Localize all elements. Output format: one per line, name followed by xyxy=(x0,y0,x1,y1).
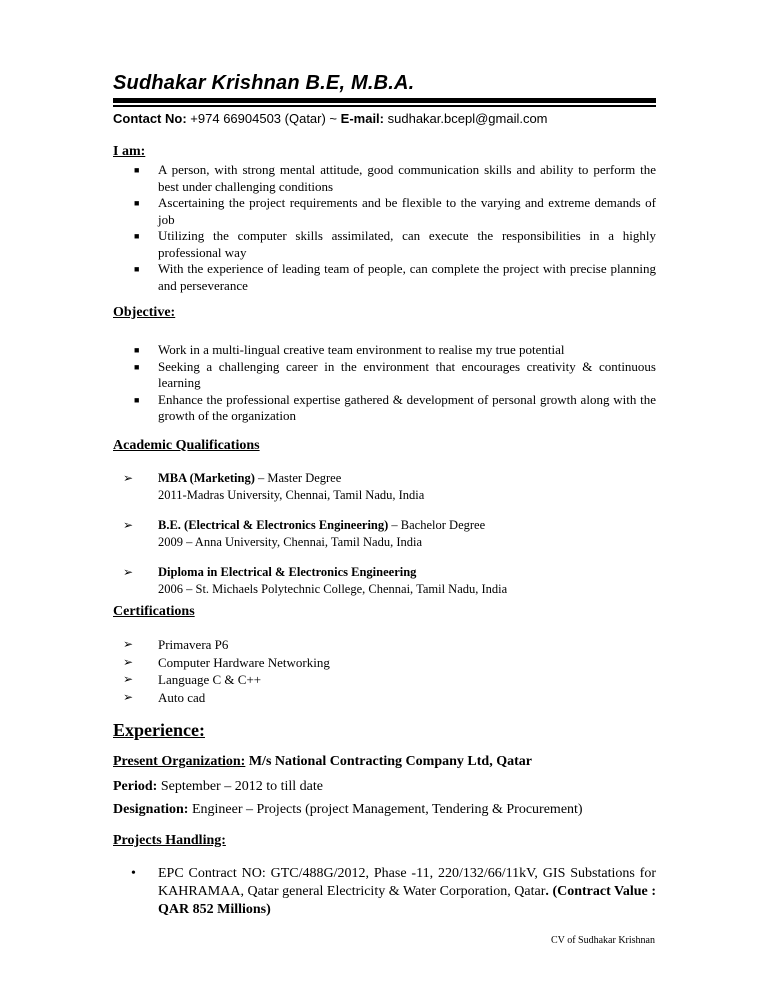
square-bullet-icon: ■ xyxy=(134,361,140,372)
contact-line xyxy=(113,111,548,126)
email-label: E-mail: xyxy=(340,111,384,126)
arrow-bullet-icon: ➢ xyxy=(123,565,134,579)
objective-list xyxy=(113,342,656,425)
academic-list xyxy=(113,470,656,597)
header-rule-thick xyxy=(113,98,656,103)
square-bullet-icon: ■ xyxy=(134,231,140,241)
arrow-bullet-icon: ➢ xyxy=(123,518,134,532)
organization-label: Present Organization: xyxy=(113,754,246,769)
square-bullet-icon: ■ xyxy=(134,345,140,355)
list-item: • EPC Contract NO: GTC/488G/2012, Phase -11, 220/132/66/11kV, GIS Substations for KAHRAMAA, Qatar general Electricity & Water Corporation, Qatar. (Contract Value : QAR 852 Millions) xyxy=(131,866,656,917)
list-item: ■ Utilizing the computer skills assimilated, can execute the responsibilities in a highly professional way xyxy=(134,228,656,260)
list-item: ■ A person, with strong mental attitude, good communication skills and ability to perform the best under challenging conditions xyxy=(134,162,656,194)
footer-text: CV of Sudhakar Krishnan xyxy=(551,935,655,946)
organization-value: M/s National Contracting Company Ltd, Qatar xyxy=(248,754,532,769)
i-am-list xyxy=(113,162,656,294)
header-rule-thin xyxy=(113,105,656,107)
list-item: ➢ Diploma in Electrical & Electronics Engineering 2006 – St. Michaels Polytechnic College, Chennai, Tamil Nadu, India xyxy=(123,565,508,596)
projects-list xyxy=(113,865,656,919)
present-organization xyxy=(113,754,532,770)
period-line xyxy=(113,779,323,795)
square-bullet-icon: ■ xyxy=(134,394,140,405)
designation-line xyxy=(113,802,583,818)
section-heading-certifications: Certifications xyxy=(113,604,195,619)
list-item: ■ Enhance the professional expertise gathered & development of personal growth along with the growth of the organization xyxy=(134,391,656,423)
list-item: ■ With the experience of leading team of people, can complete the project with precise planning and perseverance xyxy=(134,261,656,293)
square-bullet-icon: ■ xyxy=(134,165,140,175)
list-item: ➢ Computer Hardware Networking xyxy=(123,654,330,670)
designation-label: Designation: xyxy=(113,802,189,817)
list-item: ■ Work in a multi-lingual creative team environment to realise my true potential xyxy=(134,342,565,357)
email-value: sudhakar.bcepl@gmail.com xyxy=(387,111,548,126)
section-heading-objective: Objective: xyxy=(113,305,176,320)
designation-value: Engineer – Projects (project Management, Tendering & Procurement) xyxy=(191,802,583,817)
list-item: ➢ Language C & C++ xyxy=(123,672,262,687)
period-label: Period: xyxy=(113,779,158,794)
arrow-bullet-icon: ➢ xyxy=(123,637,134,651)
section-heading-academic: Academic Qualifications xyxy=(113,438,260,453)
candidate-name: Sudhakar Krishnan B.E, M.B.A. xyxy=(113,72,415,94)
certifications-list xyxy=(113,636,656,706)
list-item: ■ Seeking a challenging career in the environment that encourages creativity & continuous learning xyxy=(134,358,656,390)
section-heading-i-am: I am: xyxy=(113,144,146,159)
period-value: September – 2012 to till date xyxy=(160,779,323,794)
list-item: ■ Ascertaining the project requirements and be flexible to the varying and extreme demands of job xyxy=(134,195,656,227)
arrow-bullet-icon: ➢ xyxy=(123,471,134,485)
list-item: ➢ MBA (Marketing) – Master Degree 2011-Madras University, Chennai, Tamil Nadu, India xyxy=(123,471,425,502)
list-item: ➢ B.E. (Electrical & Electronics Engineering) – Bachelor Degree 2009 – Anna University, Chennai, Tamil Nadu, India xyxy=(123,518,486,549)
list-item: ➢ Auto cad xyxy=(123,689,206,705)
square-bullet-icon: ■ xyxy=(134,198,140,208)
arrow-bullet-icon: ➢ xyxy=(123,689,134,704)
dot-bullet-icon: • xyxy=(131,866,136,881)
square-bullet-icon: ■ xyxy=(134,264,140,274)
arrow-bullet-icon: ➢ xyxy=(123,654,134,669)
section-heading-experience: Experience: xyxy=(113,720,205,740)
section-heading-projects: Projects Handling: xyxy=(113,833,226,848)
list-item: ➢ Primavera P6 xyxy=(123,637,229,652)
arrow-bullet-icon: ➢ xyxy=(123,672,134,686)
contact-value: +974 66904503 (Qatar) ~ xyxy=(190,111,338,126)
contact-label: Contact No: xyxy=(113,111,187,126)
